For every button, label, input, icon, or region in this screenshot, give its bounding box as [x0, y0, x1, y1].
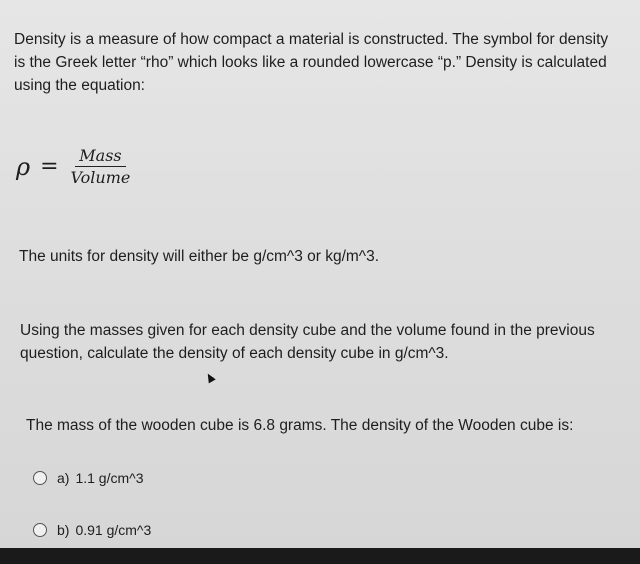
radio-button-b[interactable]	[33, 523, 47, 537]
option-letter-a: a)	[57, 470, 70, 486]
option-value-b: 0.91 g/cm^3	[75, 522, 152, 538]
mouse-cursor-icon	[204, 372, 215, 384]
option-value-a: 1.1 g/cm^3	[75, 470, 144, 486]
mass-volume-fraction	[69, 146, 133, 187]
rho-symbol: ρ	[16, 152, 31, 181]
density-equation	[16, 146, 132, 187]
intro-paragraph: Density is a measure of how compact a material is constructed. The symbol for density is the Greek letter “rho” which looks like a rounded lowercase “p.” Density is calculated using the equation:	[14, 31, 609, 94]
answer-option-a[interactable]	[33, 470, 144, 486]
bottom-edge-bar	[0, 548, 640, 564]
instructions-paragraph: Using the masses given for each density cube and the volume found in the previous question, calculate the density of each density cube in g/cm^3.	[20, 322, 595, 362]
answer-option-b[interactable]	[33, 522, 151, 538]
equals-sign: =	[40, 154, 59, 179]
units-text: The units for density will either be g/cm^3 or kg/m^3.	[19, 248, 379, 265]
radio-button-a[interactable]	[33, 471, 47, 485]
question-text: The mass of the wooden cube is 6.8 grams. The density of the Wooden cube is:	[26, 417, 574, 434]
fraction-denominator: Volume	[70, 168, 131, 187]
fraction-numerator: Mass	[75, 146, 125, 167]
option-letter-b: b)	[57, 522, 70, 538]
